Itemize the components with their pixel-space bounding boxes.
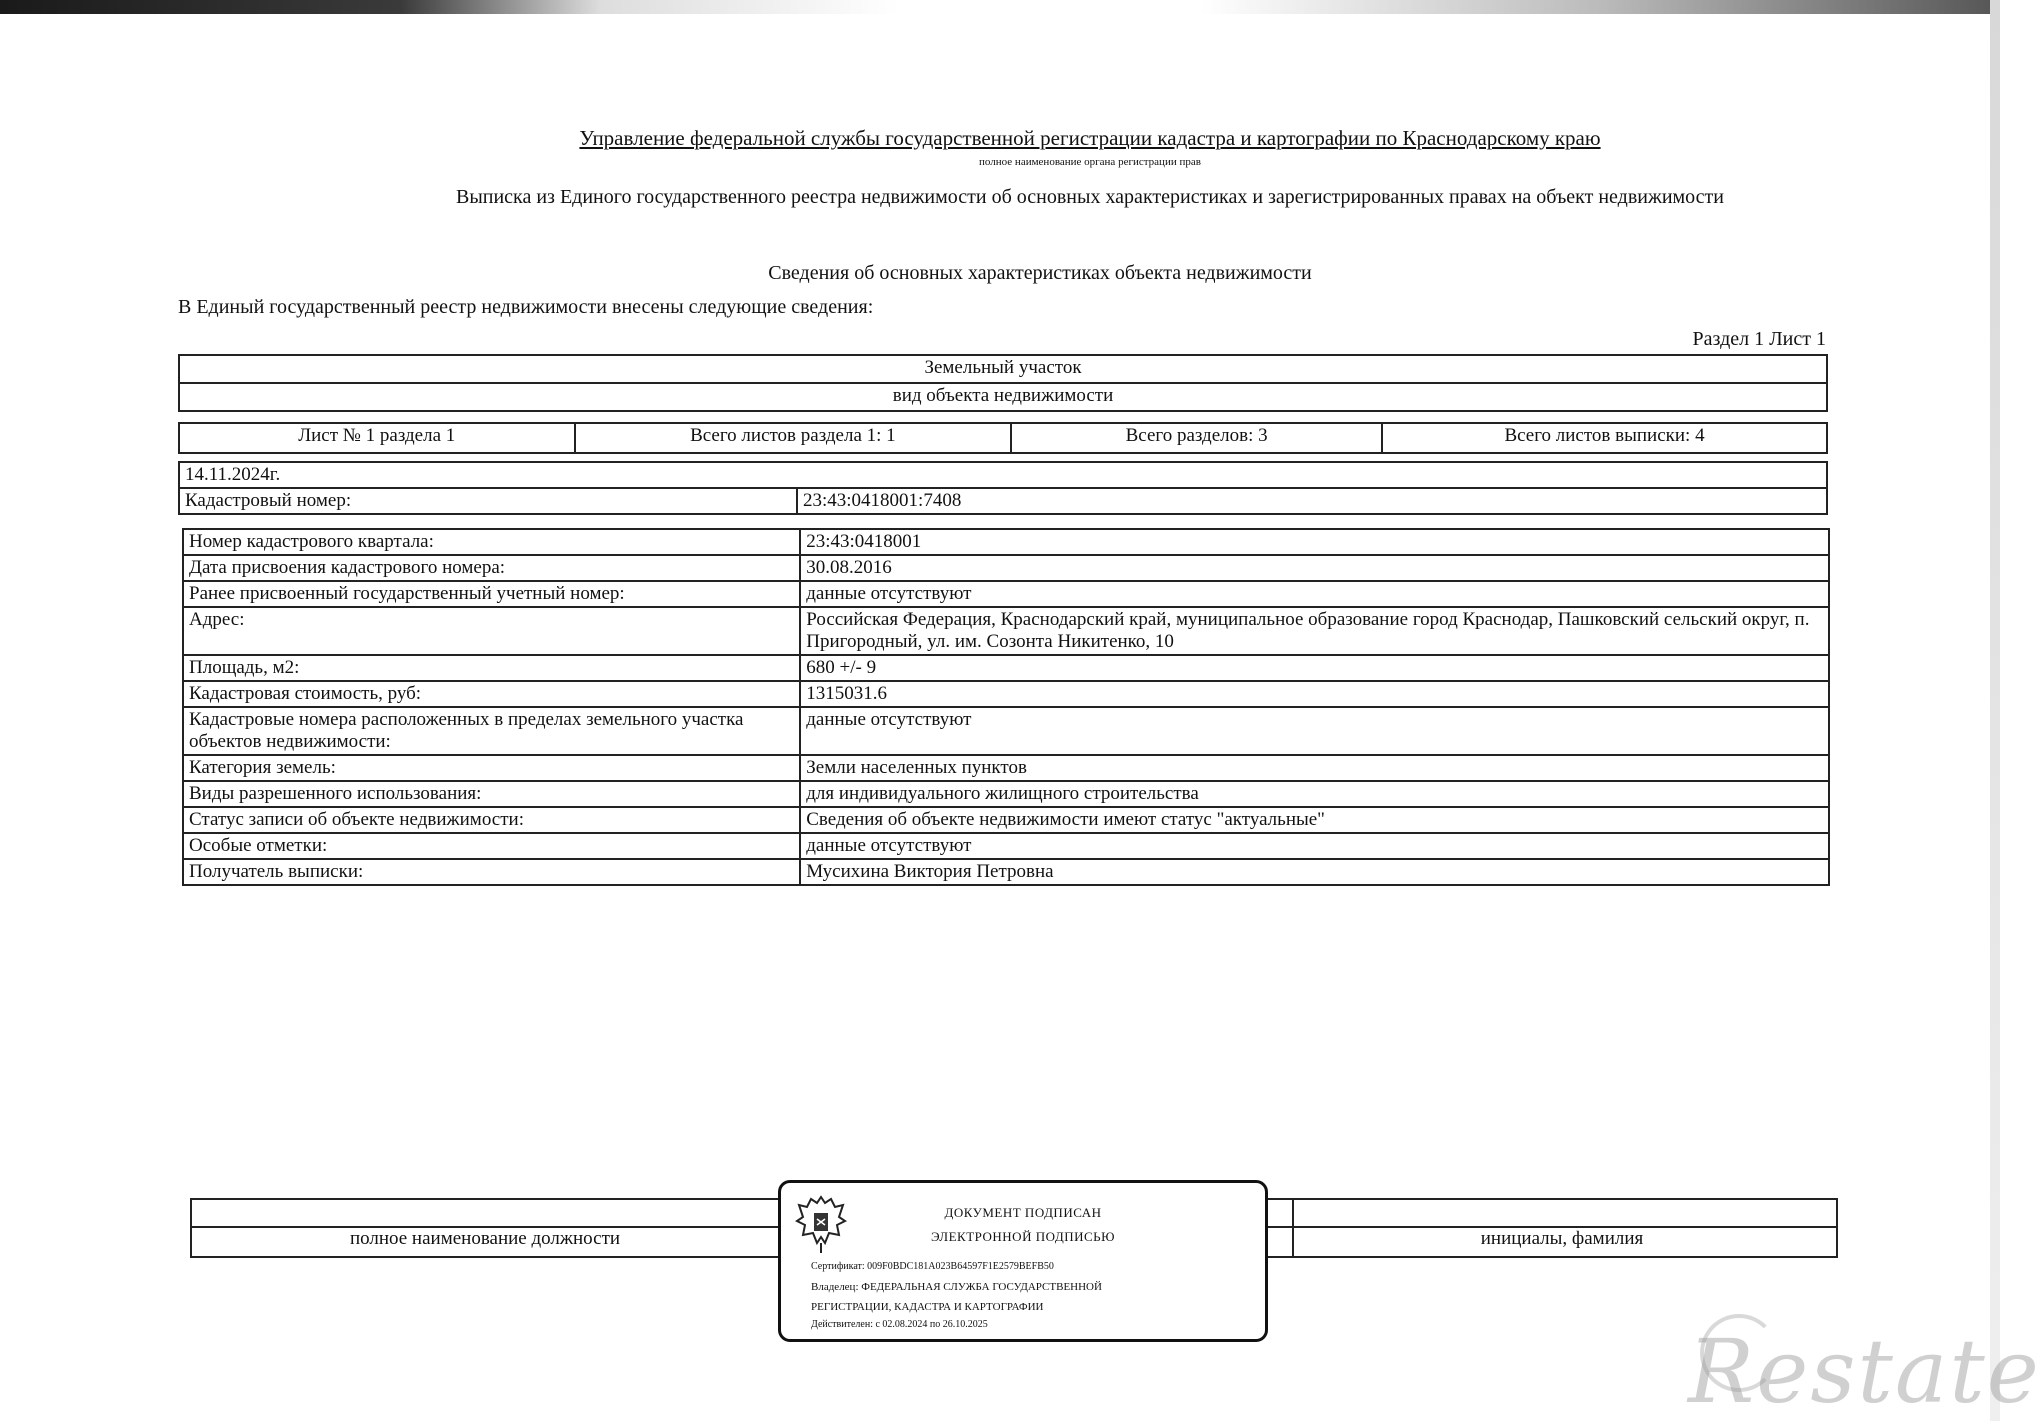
- row-value: Сведения об объекте недвижимости имеют статус "актуальные": [800, 807, 1829, 833]
- stamp-line-2: ЭЛЕКТРОННОЙ ПОДПИСЬЮ: [931, 1229, 1115, 1244]
- row-value: для индивидуального жилищного строительства: [800, 781, 1829, 807]
- row-value: Мусихина Виктория Петровна: [800, 859, 1829, 885]
- sheet-number: Лист № 1 раздела 1: [179, 423, 575, 453]
- stamp-owner-1: Владелец: ФЕДЕРАЛЬНАЯ СЛУЖБА ГОСУДАРСТВЕННОЙ: [811, 1281, 1102, 1293]
- table-row: [183, 755, 1829, 781]
- section-sheets-total: Всего листов раздела 1: 1: [575, 423, 1012, 453]
- sections-total: Всего разделов: 3: [1011, 423, 1382, 453]
- stamp-owner-2: РЕГИСТРАЦИИ, КАДАСТРА И КАРТОГРАФИИ: [811, 1301, 1044, 1313]
- extract-date: 14.11.2024г.: [179, 462, 1827, 488]
- characteristics-table: [182, 528, 1830, 886]
- initials-caption: инициалы, фамилия: [1480, 1228, 1644, 1249]
- object-type: Земельный участок: [179, 355, 1827, 383]
- row-label: Номер кадастрового квартала:: [183, 529, 800, 555]
- table-row: [183, 555, 1829, 581]
- table-row: [183, 607, 1829, 655]
- table-row: [183, 681, 1829, 707]
- scan-top-edge: [0, 0, 2000, 14]
- table-row: [183, 707, 1829, 755]
- row-label: Кадастровая стоимость, руб:: [183, 681, 800, 707]
- intro-text: В Единый государственный реестр недвижимости внесены следующие сведения:: [178, 296, 874, 318]
- organization-name: Управление федеральной службы государственной регистрации кадастра и картографии по Краснодарскому краю: [579, 126, 1601, 150]
- organization-caption: полное наименование органа регистрации прав: [979, 156, 1201, 168]
- row-label: Кадастровые номера расположенных в пределах земельного участка объектов недвижимости:: [183, 707, 800, 755]
- row-label: Ранее присвоенный государственный учетный номер:: [183, 581, 800, 607]
- row-label: Особые отметки:: [183, 833, 800, 859]
- row-value: данные отсутствуют: [800, 707, 1829, 755]
- row-label: Категория земель:: [183, 755, 800, 781]
- table-row: [183, 859, 1829, 885]
- row-label: Получатель выписки:: [183, 859, 800, 885]
- stamp-certificate: Сертификат: 009F0BDC181A023B64597F1E2579BEFB50: [811, 1261, 1054, 1272]
- row-label: Адрес:: [183, 607, 800, 655]
- coat-of-arms-icon: [795, 1191, 847, 1255]
- table-row: [183, 655, 1829, 681]
- object-type-caption: вид объекта недвижимости: [179, 383, 1827, 411]
- row-value: 23:43:0418001: [800, 529, 1829, 555]
- table-row: [183, 807, 1829, 833]
- section-title: Сведения об основных характеристиках объекта недвижимости: [768, 262, 1312, 284]
- table-row: [183, 833, 1829, 859]
- row-value: данные отсутствуют: [800, 833, 1829, 859]
- document-title: Выписка из Единого государственного реестра недвижимости об основных характеристиках и зарегистрированных правах на объект недвижимости: [455, 186, 1724, 208]
- position-caption: полное наименование должности: [349, 1228, 621, 1249]
- extract-sheets-total: Всего листов выписки: 4: [1382, 423, 1827, 453]
- electronic-signature-stamp: [778, 1180, 1268, 1342]
- row-label: Дата присвоения кадастрового номера:: [183, 555, 800, 581]
- scan-right-edge: [1990, 0, 2000, 1421]
- row-value: Российская Федерация, Краснодарский край, муниципальное образование город Краснодар, Пашковский сельский округ, п. Пригородный, ул. им. Созонта Никитенко, 10: [800, 607, 1829, 655]
- row-value: 680 +/- 9: [800, 655, 1829, 681]
- stamp-validity: Действителен: с 02.08.2024 по 26.10.2025: [811, 1319, 988, 1330]
- table-row: [183, 581, 1829, 607]
- row-value: 30.08.2016: [800, 555, 1829, 581]
- section-page-number: Раздел 1 Лист 1: [1692, 328, 1826, 350]
- row-label: Статус записи об объекте недвижимости:: [183, 807, 800, 833]
- row-label: Виды разрешенного использования:: [183, 781, 800, 807]
- cadastral-number-label: Кадастровый номер:: [179, 488, 797, 514]
- object-type-table: [178, 354, 1828, 412]
- row-label: Площадь, м2:: [183, 655, 800, 681]
- row-value: Земли населенных пунктов: [800, 755, 1829, 781]
- table-row: [183, 781, 1829, 807]
- sheets-info-table: [178, 422, 1828, 454]
- row-value: данные отсутствуют: [800, 581, 1829, 607]
- cadastral-number-value: 23:43:0418001:7408: [797, 488, 1827, 514]
- row-value: 1315031.6: [800, 681, 1829, 707]
- stamp-line-1: ДОКУМЕНТ ПОДПИСАН: [944, 1205, 1102, 1220]
- date-cadastral-table: [178, 461, 1828, 515]
- table-row: [183, 529, 1829, 555]
- watermark-logo: Restate: [1688, 1320, 2041, 1423]
